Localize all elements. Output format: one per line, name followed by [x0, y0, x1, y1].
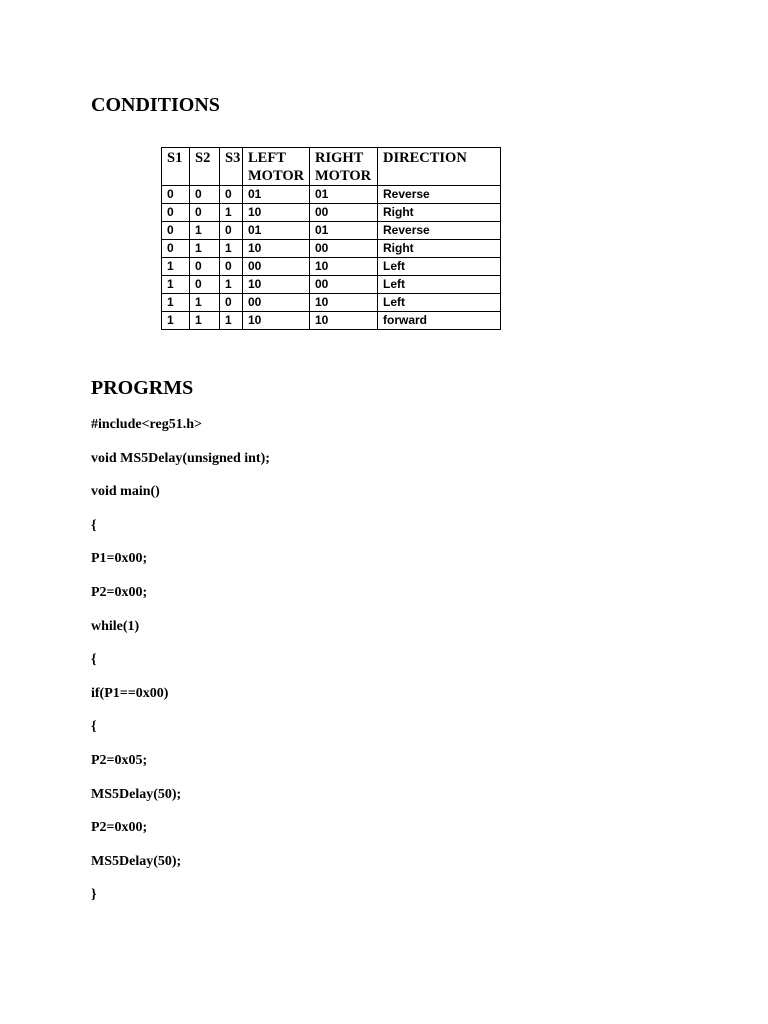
- cell-direction: Left: [378, 276, 501, 294]
- cell-s3: 1: [220, 240, 243, 258]
- table-row: [162, 240, 501, 258]
- cell-s3: 0: [220, 222, 243, 240]
- cell-direction: Right: [378, 240, 501, 258]
- code-line: #include<reg51.h>: [91, 417, 202, 432]
- cell-right-motor: 01: [310, 186, 378, 204]
- table-header-row: [162, 148, 501, 186]
- cell-left-motor: 01: [243, 222, 310, 240]
- code-line: void main(): [91, 484, 160, 500]
- cell-direction: Left: [378, 294, 501, 312]
- cell-direction: Left: [378, 258, 501, 276]
- code-line: P2=0x05;: [91, 752, 148, 768]
- cell-left-motor: 01: [243, 186, 310, 204]
- table-row: [162, 222, 501, 240]
- header-s2: S2: [190, 148, 220, 186]
- cell-s3: 0: [220, 258, 243, 276]
- cell-left-motor: 10: [243, 276, 310, 294]
- cell-direction: Reverse: [378, 222, 501, 240]
- code-line: {: [91, 719, 97, 735]
- cell-s1: 0: [162, 204, 190, 222]
- cell-left-motor: 10: [243, 312, 310, 330]
- conditions-heading: CONDITIONS: [91, 94, 220, 116]
- cell-right-motor: 00: [310, 204, 378, 222]
- header-right-motor: RIGHT MOTOR: [310, 148, 378, 186]
- cell-s1: 1: [162, 276, 190, 294]
- cell-right-motor: 00: [310, 276, 378, 294]
- cell-left-motor: 00: [243, 294, 310, 312]
- code-line: void MS5Delay(unsigned int);: [91, 450, 270, 466]
- program-code: [91, 418, 270, 922]
- cell-right-motor: 10: [310, 294, 378, 312]
- cell-right-motor: 10: [310, 312, 378, 330]
- header-s3: S3: [220, 148, 243, 186]
- code-line: MS5Delay(50);: [91, 786, 182, 802]
- cell-right-motor: 01: [310, 222, 378, 240]
- header-direction: DIRECTION: [378, 148, 501, 186]
- cell-direction: Reverse: [378, 186, 501, 204]
- cell-s2: 0: [190, 204, 220, 222]
- header-s1: S1: [162, 148, 190, 186]
- cell-s1: 0: [162, 240, 190, 258]
- cell-s2: 0: [190, 258, 220, 276]
- table-row: [162, 204, 501, 222]
- code-line: {: [91, 517, 97, 533]
- code-line: if(P1==0x00): [91, 685, 169, 701]
- cell-direction: forward: [378, 312, 501, 330]
- cell-s1: 1: [162, 258, 190, 276]
- code-line: P1=0x00;: [91, 551, 148, 567]
- code-line: P2=0x00;: [91, 584, 148, 600]
- cell-s3: 1: [220, 276, 243, 294]
- cell-s1: 0: [162, 186, 190, 204]
- cell-s2: 0: [190, 186, 220, 204]
- cell-direction: Right: [378, 204, 501, 222]
- cell-s2: 1: [190, 240, 220, 258]
- cell-s2: 1: [190, 222, 220, 240]
- cell-s1: 0: [162, 222, 190, 240]
- cell-left-motor: 10: [243, 240, 310, 258]
- table-row: [162, 258, 501, 276]
- table-row: [162, 276, 501, 294]
- code-line: }: [91, 887, 97, 903]
- code-line: P2=0x00;: [91, 820, 148, 836]
- code-line: MS5Delay(50);: [91, 853, 182, 869]
- cell-s3: 0: [220, 294, 243, 312]
- cell-s2: 1: [190, 312, 220, 330]
- programs-heading: PROGRMS: [91, 377, 194, 399]
- cell-s3: 1: [220, 312, 243, 330]
- cell-right-motor: 00: [310, 240, 378, 258]
- cell-s2: 1: [190, 294, 220, 312]
- cell-s1: 1: [162, 312, 190, 330]
- code-line: while(1): [91, 618, 140, 634]
- conditions-table: [161, 147, 501, 330]
- cell-s3: 0: [220, 186, 243, 204]
- header-left-motor: LEFT MOTOR: [243, 148, 310, 186]
- cell-left-motor: 00: [243, 258, 310, 276]
- cell-s3: 1: [220, 204, 243, 222]
- code-line: {: [91, 652, 97, 668]
- cell-s2: 0: [190, 276, 220, 294]
- cell-s1: 1: [162, 294, 190, 312]
- table-row: [162, 186, 501, 204]
- table-row: [162, 312, 501, 330]
- cell-right-motor: 10: [310, 258, 378, 276]
- cell-left-motor: 10: [243, 204, 310, 222]
- table-row: [162, 294, 501, 312]
